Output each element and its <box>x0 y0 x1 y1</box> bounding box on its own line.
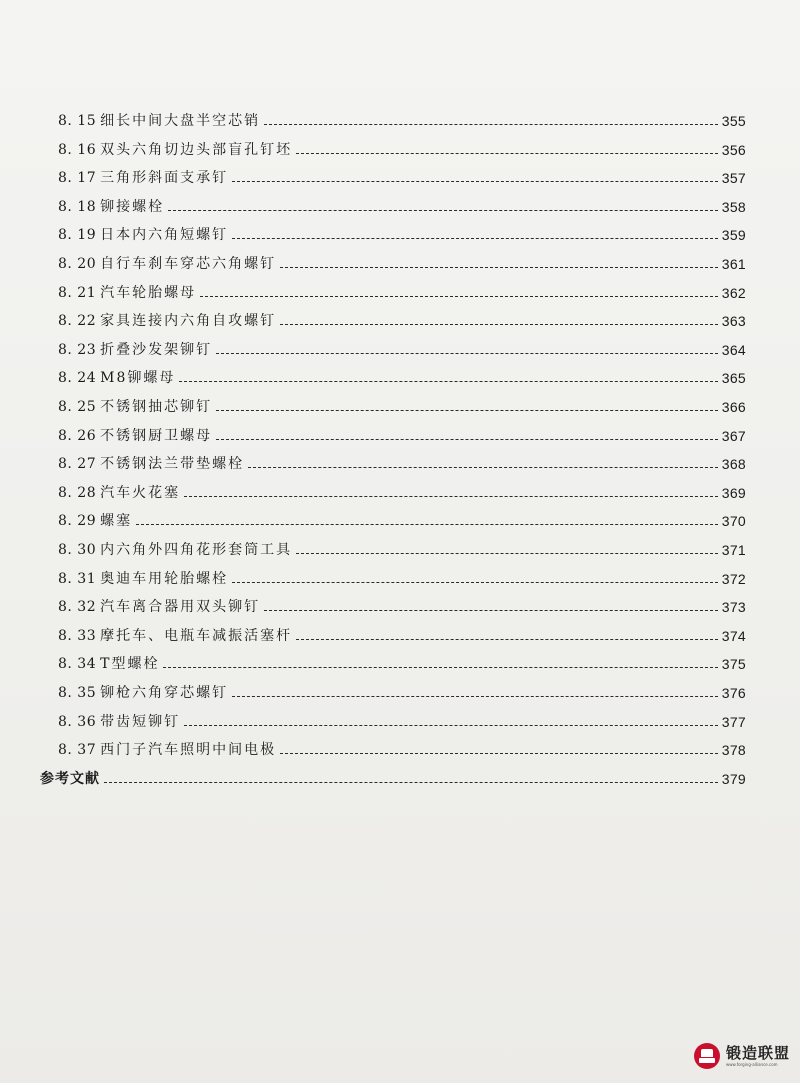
toc-entry-number: 8. 28 <box>58 484 97 501</box>
toc-entry-number: 8. 36 <box>58 713 97 730</box>
dotted-leader <box>280 324 718 325</box>
logo-subtitle: www.forging-alliance.com <box>725 1061 778 1067</box>
references-title: 参考文献 <box>40 770 100 787</box>
toc-entry <box>58 508 746 530</box>
toc-entry-page: 375 <box>721 656 746 673</box>
toc-entry-title: 汽车离合器用双头铆钉 <box>100 599 261 616</box>
toc-entry-number: 8. 20 <box>58 256 97 272</box>
dotted-leader <box>168 210 718 211</box>
dotted-leader <box>280 753 718 754</box>
toc-entry <box>58 709 746 731</box>
dotted-leader <box>184 725 718 726</box>
toc-entry-number: 8. 21 <box>58 284 97 301</box>
toc-entry-title: M8铆螺母 <box>100 370 176 387</box>
toc-entry <box>58 480 746 502</box>
toc-entry-number: 8. 23 <box>58 341 97 358</box>
toc-entry-title: 奥迪车用轮胎螺栓 <box>100 570 229 587</box>
toc-entry-title: 自行车刹车穿芯六角螺钉 <box>100 256 277 272</box>
toc-entry-page: 356 <box>721 141 746 158</box>
toc-entry <box>58 108 746 130</box>
toc-entry <box>58 365 746 387</box>
toc-entry <box>58 651 746 673</box>
dotted-leader <box>232 181 718 182</box>
toc-entry-number: 8. 24 <box>58 370 97 387</box>
toc-entry-page: 362 <box>721 284 746 301</box>
toc-entry-number: 8. 25 <box>58 399 97 415</box>
toc-entry-number: 8. 17 <box>58 170 97 187</box>
toc-entry-title: 西门子汽车照明中间电极 <box>100 742 277 759</box>
toc-entry <box>58 423 746 445</box>
dotted-leader <box>104 782 718 783</box>
toc-entry <box>58 222 746 244</box>
toc-entry-title: 螺塞 <box>100 513 133 530</box>
references-page: 379 <box>721 770 746 787</box>
toc-entry-page: 370 <box>721 513 746 530</box>
toc-entry-title: 三角形斜面支承钉 <box>100 170 229 187</box>
dotted-leader <box>136 524 718 525</box>
toc-entry <box>58 251 746 273</box>
toc-entry-page: 372 <box>721 570 746 587</box>
toc-entry-number: 8. 22 <box>58 313 97 330</box>
toc-entry-page: 377 <box>721 713 746 730</box>
toc-entry <box>58 680 746 702</box>
toc-entry-page: 361 <box>721 256 746 272</box>
logo-name: 锻造联盟 <box>725 1043 790 1062</box>
toc-entry-number: 8. 27 <box>58 456 97 473</box>
toc-entry-page: 366 <box>721 399 746 415</box>
toc-entry-number: 8. 37 <box>58 742 97 759</box>
toc-entry-page: 371 <box>721 542 746 558</box>
dotted-leader <box>163 667 717 668</box>
dotted-leader <box>216 353 718 354</box>
dotted-leader <box>264 610 718 611</box>
toc-entry-page: 355 <box>721 113 746 129</box>
logo-watermark <box>694 1043 790 1069</box>
toc-entry-number: 8. 34 <box>58 656 97 673</box>
toc-entry-page: 363 <box>721 313 746 330</box>
toc-entry-title: 汽车轮胎螺母 <box>100 284 197 301</box>
toc-entry-page: 378 <box>721 742 746 759</box>
dotted-leader <box>296 639 718 640</box>
toc-entry-title: 摩托车、电瓶车减振活塞杆 <box>100 627 293 644</box>
toc-entry-references <box>40 766 746 788</box>
toc-entry <box>58 165 746 187</box>
toc-entry <box>58 194 746 216</box>
toc-entry-number: 8. 18 <box>58 198 97 215</box>
toc-entry-title: 汽车火花塞 <box>100 484 181 501</box>
toc-entry-number: 8. 31 <box>58 570 97 587</box>
toc-entry <box>58 537 746 559</box>
toc-entry-page: 369 <box>721 484 746 501</box>
toc-entry-number: 8. 16 <box>58 141 97 158</box>
toc-entry-page: 358 <box>721 198 746 215</box>
toc-entry-number: 8. 29 <box>58 513 97 530</box>
dotted-leader <box>296 153 718 154</box>
anvil-icon <box>694 1043 720 1069</box>
toc-entry-page: 365 <box>721 370 746 387</box>
toc-entry-title: 家具连接内六角自攻螺钉 <box>100 313 277 330</box>
toc-entry-title: 不锈钢厨卫螺母 <box>100 427 213 444</box>
toc-entry-title: 双头六角切边头部盲孔钉坯 <box>100 141 293 158</box>
toc-entry <box>58 337 746 359</box>
toc-entry <box>58 566 746 588</box>
toc-entry-title: T型螺栓 <box>100 656 160 673</box>
toc-entry-number: 8. 19 <box>58 227 97 244</box>
toc-entry-page: 359 <box>721 227 746 244</box>
toc-entry-number: 8. 33 <box>58 627 97 644</box>
toc-entry <box>58 137 746 159</box>
toc-entry-title: 不锈钢抽芯铆钉 <box>100 399 213 415</box>
toc-entry-page: 364 <box>721 341 746 358</box>
toc-entry-title: 内六角外四角花形套筒工具 <box>100 542 293 558</box>
toc-entry-number: 8. 15 <box>58 113 97 129</box>
dotted-leader <box>264 124 718 125</box>
dotted-leader <box>216 439 718 440</box>
dotted-leader <box>280 267 718 268</box>
toc-entry-page: 373 <box>721 599 746 616</box>
dotted-leader <box>296 553 718 554</box>
toc-entry-page: 367 <box>721 427 746 444</box>
toc-entry-page: 374 <box>721 627 746 644</box>
toc-entry <box>58 394 746 416</box>
toc-entry-page: 357 <box>721 170 746 187</box>
toc-entry-title: 不锈钢法兰带垫螺栓 <box>100 456 245 473</box>
dotted-leader <box>248 467 718 468</box>
dotted-leader <box>232 582 718 583</box>
toc-entry-number: 8. 32 <box>58 599 97 616</box>
toc-entry <box>58 737 746 759</box>
toc-entry <box>58 280 746 302</box>
dotted-leader <box>179 381 717 382</box>
toc-entry-page: 376 <box>721 685 746 701</box>
toc-entry-title: 日本内六角短螺钉 <box>100 227 229 244</box>
dotted-leader <box>232 696 718 697</box>
toc-entry-title: 铆枪六角穿芯螺钉 <box>100 685 229 701</box>
toc-entry <box>58 308 746 330</box>
dotted-leader <box>184 496 718 497</box>
dotted-leader <box>216 410 718 411</box>
toc-entry <box>58 451 746 473</box>
toc-entry <box>58 623 746 645</box>
toc-entry-title: 细长中间大盘半空芯销 <box>100 113 261 129</box>
toc-entry-title: 带齿短铆钉 <box>100 713 181 730</box>
toc-entry-page: 368 <box>721 456 746 473</box>
toc-entry <box>58 594 746 616</box>
dotted-leader <box>200 296 718 297</box>
dotted-leader <box>232 238 718 239</box>
toc-entry-number: 8. 35 <box>58 685 97 701</box>
toc-entry-title: 铆接螺栓 <box>100 198 165 215</box>
toc-entry-title: 折叠沙发架铆钉 <box>100 341 213 358</box>
toc-entry-number: 8. 26 <box>58 427 97 444</box>
toc-entry-number: 8. 30 <box>58 542 97 558</box>
